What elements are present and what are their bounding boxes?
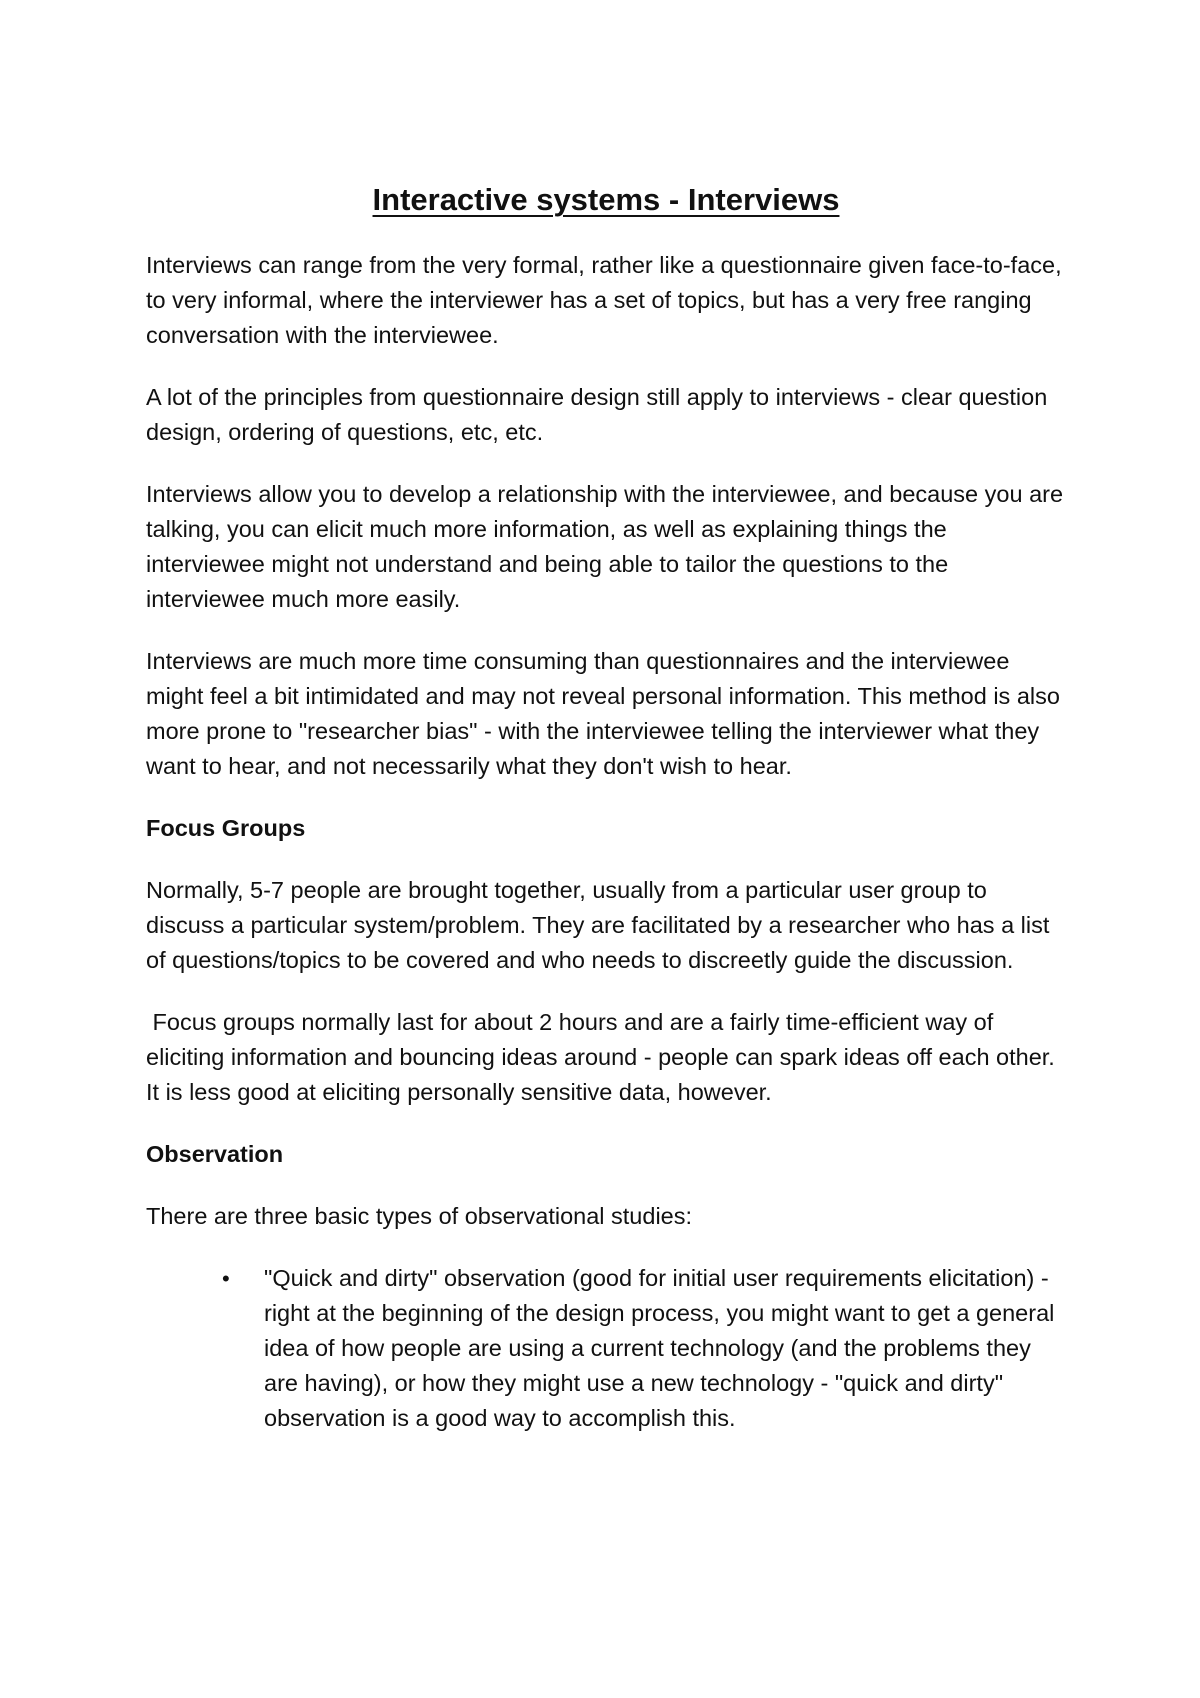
paragraph-interview-range: Interviews can range from the very formal, rather like a questionnaire given face-to-face, to very informal, where the interviewer has a set of topics, but has a very free ranging conversation with the interviewee. <box>146 252 1062 348</box>
document-title: Interactive systems - Interviews <box>372 182 840 217</box>
heading-focus-groups: Focus Groups <box>146 815 306 841</box>
paragraph-interview-relationship: Interviews allow you to develop a relationship with the interviewee, and because you are talking, you can elicit much more information, as well as explaining things the interviewee might not understand and being able to tailor the questions to the interviewee much more easily. <box>146 481 1064 612</box>
observation-bullet-list <box>146 1261 1066 1436</box>
document-body <box>146 180 1066 1436</box>
paragraph-focus-groups-setup: Normally, 5-7 people are brought together, usually from a particular user group to discuss a particular system/problem. They are facilitated by a researcher who has a list of questions/topics to be covered and who needs to discreetly guide the discussion. <box>146 877 1050 973</box>
list-item <box>146 1261 1066 1436</box>
paragraph-observation-intro: There are three basic types of observational studies: <box>146 1203 693 1229</box>
heading-observation: Observation <box>146 1141 284 1167</box>
bullet-text: "Quick and dirty" observation (good for initial user requirements elicitation) - right at the beginning of the design process, you might want to get a general idea of how people are using a current technology (and the problems they are having), or how they might use a new technology - "quick and dirty" observation is a good way to accomplish this. <box>264 1265 1055 1431</box>
paragraph-interview-drawbacks: Interviews are much more time consuming than questionnaires and the interviewee might feel a bit intimidated and may not reveal personal information. This method is also more prone to "researcher bias" - with the interviewee telling the interviewer what they want to hear, and not necessarily what they don't wish to hear. <box>146 648 1060 779</box>
paragraph-focus-groups-duration: Focus groups normally last for about 2 hours and are a fairly time-efficient way of eliciting information and bouncing ideas around - people can spark ideas off each other. It is less good at eliciting personally sensitive data, however. <box>146 1009 1062 1105</box>
bullet-dot-icon: • <box>222 1266 230 1291</box>
paragraph-questionnaire-principles: A lot of the principles from questionnaire design still apply to interviews - clear question design, ordering of questions, etc, etc. <box>146 384 1048 445</box>
